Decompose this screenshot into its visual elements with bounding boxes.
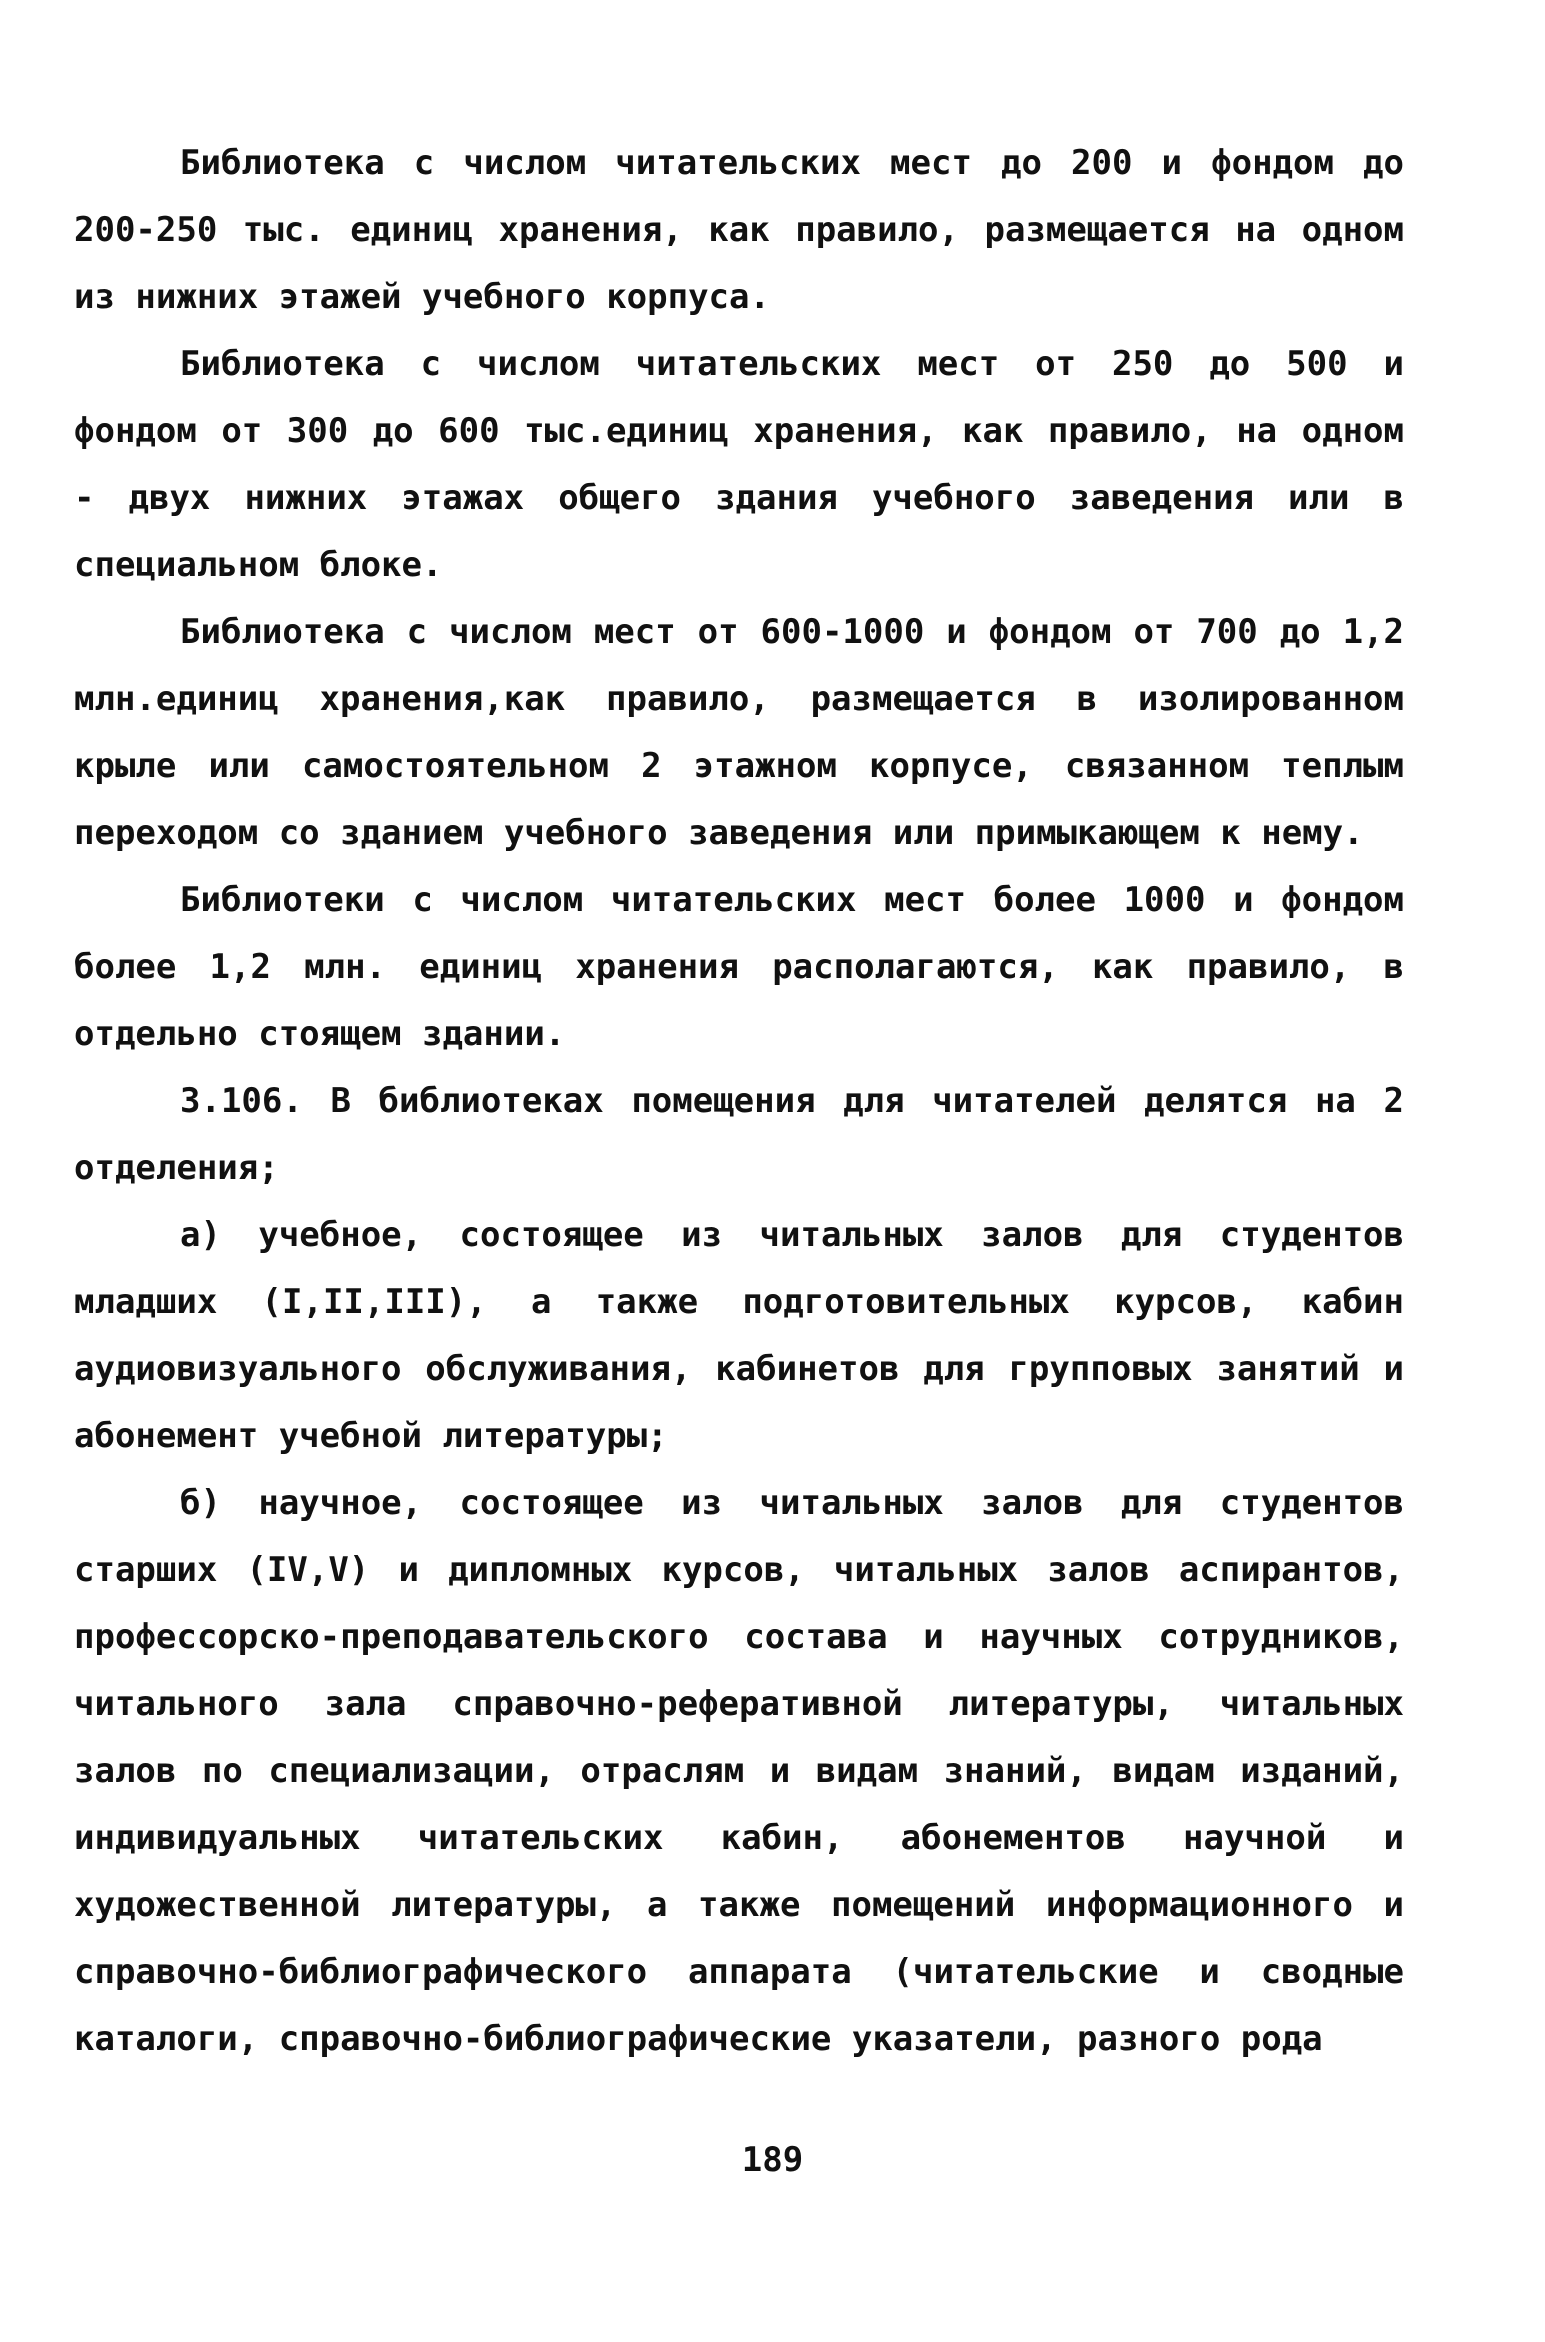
paragraph-library-xlarge: Библиотеки с числом читательских мест более 1000 и фондом более 1,2 млн. единиц хранения располагаются, как правило, в отдельно стоящем здании. bbox=[74, 880, 1404, 1054]
paragraph-library-small: Библиотека с числом читательских мест до 200 и фондом до 200-250 тыс. единиц хранения, как правило, размещается на одном из нижних этажей учебного корпуса. bbox=[74, 143, 1404, 317]
paragraph-item-a: а) учебное, состоящее из читальных залов для студентов младших (I,II,III), а также подготовительных курсов, кабин аудиовизуального обслуживания, кабинетов для групповых занятий и абонемент учебной литературы; bbox=[74, 1215, 1404, 1456]
paragraph-library-medium: Библиотека с числом читательских мест от 250 до 500 и фондом от 300 до 600 тыс.единиц хранения, как правило, на одном - двух нижних этажах общего здания учебного заведения или в специальном блоке. bbox=[74, 344, 1404, 585]
body-text bbox=[74, 130, 1404, 2073]
paragraph-item-b: б) научное, состоящее из читальных залов для студентов старших (IV,V) и дипломных курсов, читальных залов аспирантов, профессорско-преподавательского состава и научных сотрудников, читального зала справочно-реферативной литературы, читальных залов по специализации, отраслям и видам знаний, видам изданий, индивидуальных читательских кабин, абонементов научной и художественной литературы, а также помещений информационного и справочно-библиографического аппарата (читательские и сводные каталоги, справочно-библиографические указатели, разного рода bbox=[74, 1483, 1404, 2059]
paragraph-library-large: Библиотека с числом мест от 600-1000 и фондом от 700 до 1,2 млн.единиц хранения,как правило, размещается в изолированном крыле или самостоятельном 2 этажном корпусе, связанном теплым переходом со зданием учебного заведения или примыкающем к нему. bbox=[74, 612, 1404, 853]
paragraph-section-3-106: 3.106. В библиотеках помещения для читателей делятся на 2 отделения; bbox=[74, 1081, 1404, 1188]
page-number: 189 bbox=[741, 2140, 804, 2180]
